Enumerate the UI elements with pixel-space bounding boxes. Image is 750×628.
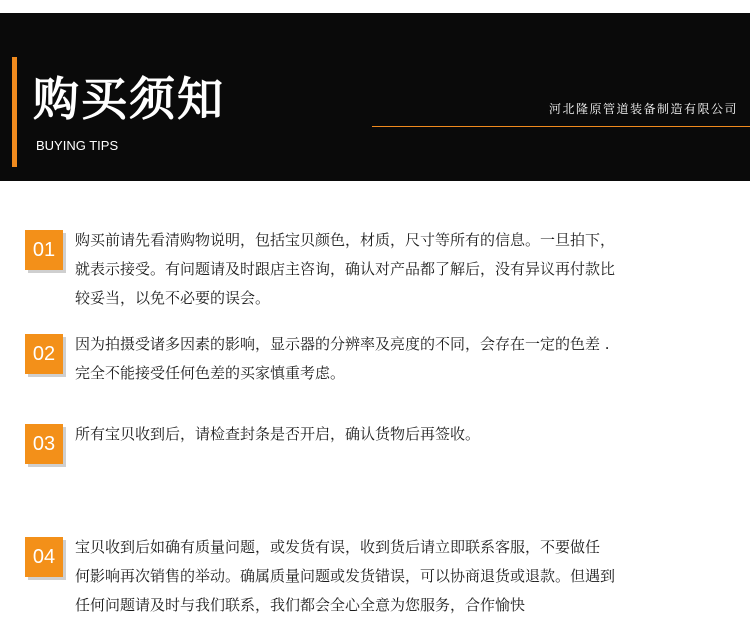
company-name: 河北隆原管道装备制造有限公司 <box>548 102 738 116</box>
tip-text: 因为拍摄受诸多因素的影响，显示器的分辨率及亮度的不同，会存在一定的色差 . 完全不能接受任何色差的买家慎重考虑。 <box>75 335 610 382</box>
tip-text: 宝贝收到后如确有质量问题，或发货有误，收到货后请立即联系客服，不要做任 何影响再次销售的举动。确属质量问题或发货错误，可以协商退货或退款。但遇到 任何问题请及时与我们联系，我们都会全心全意为您服务，合作愉快 <box>75 538 616 614</box>
header-banner <box>0 13 750 181</box>
page-subtitle: BUYING TIPS <box>36 138 119 153</box>
tip-text: 所有宝贝收到后，请检查封条是否开启，确认货物后再签收。 <box>75 425 481 443</box>
tip-number-badge: 04 <box>25 537 63 577</box>
tip-number-badge: 01 <box>25 230 63 270</box>
tip-number-badge: 03 <box>25 424 63 464</box>
company-underline <box>372 126 750 127</box>
page-title: 购买须知 <box>33 72 225 126</box>
accent-bar <box>12 57 17 167</box>
tip-text: 购买前请先看清购物说明，包括宝贝颜色，材质，尺寸等所有的信息。一旦拍下， 就表示接受。有问题请及时跟店主咨询，确认对产品都了解后，没有异议再付款比 较妥当，以免不必要的误会。 <box>75 231 616 307</box>
tip-number-badge: 02 <box>25 334 63 374</box>
